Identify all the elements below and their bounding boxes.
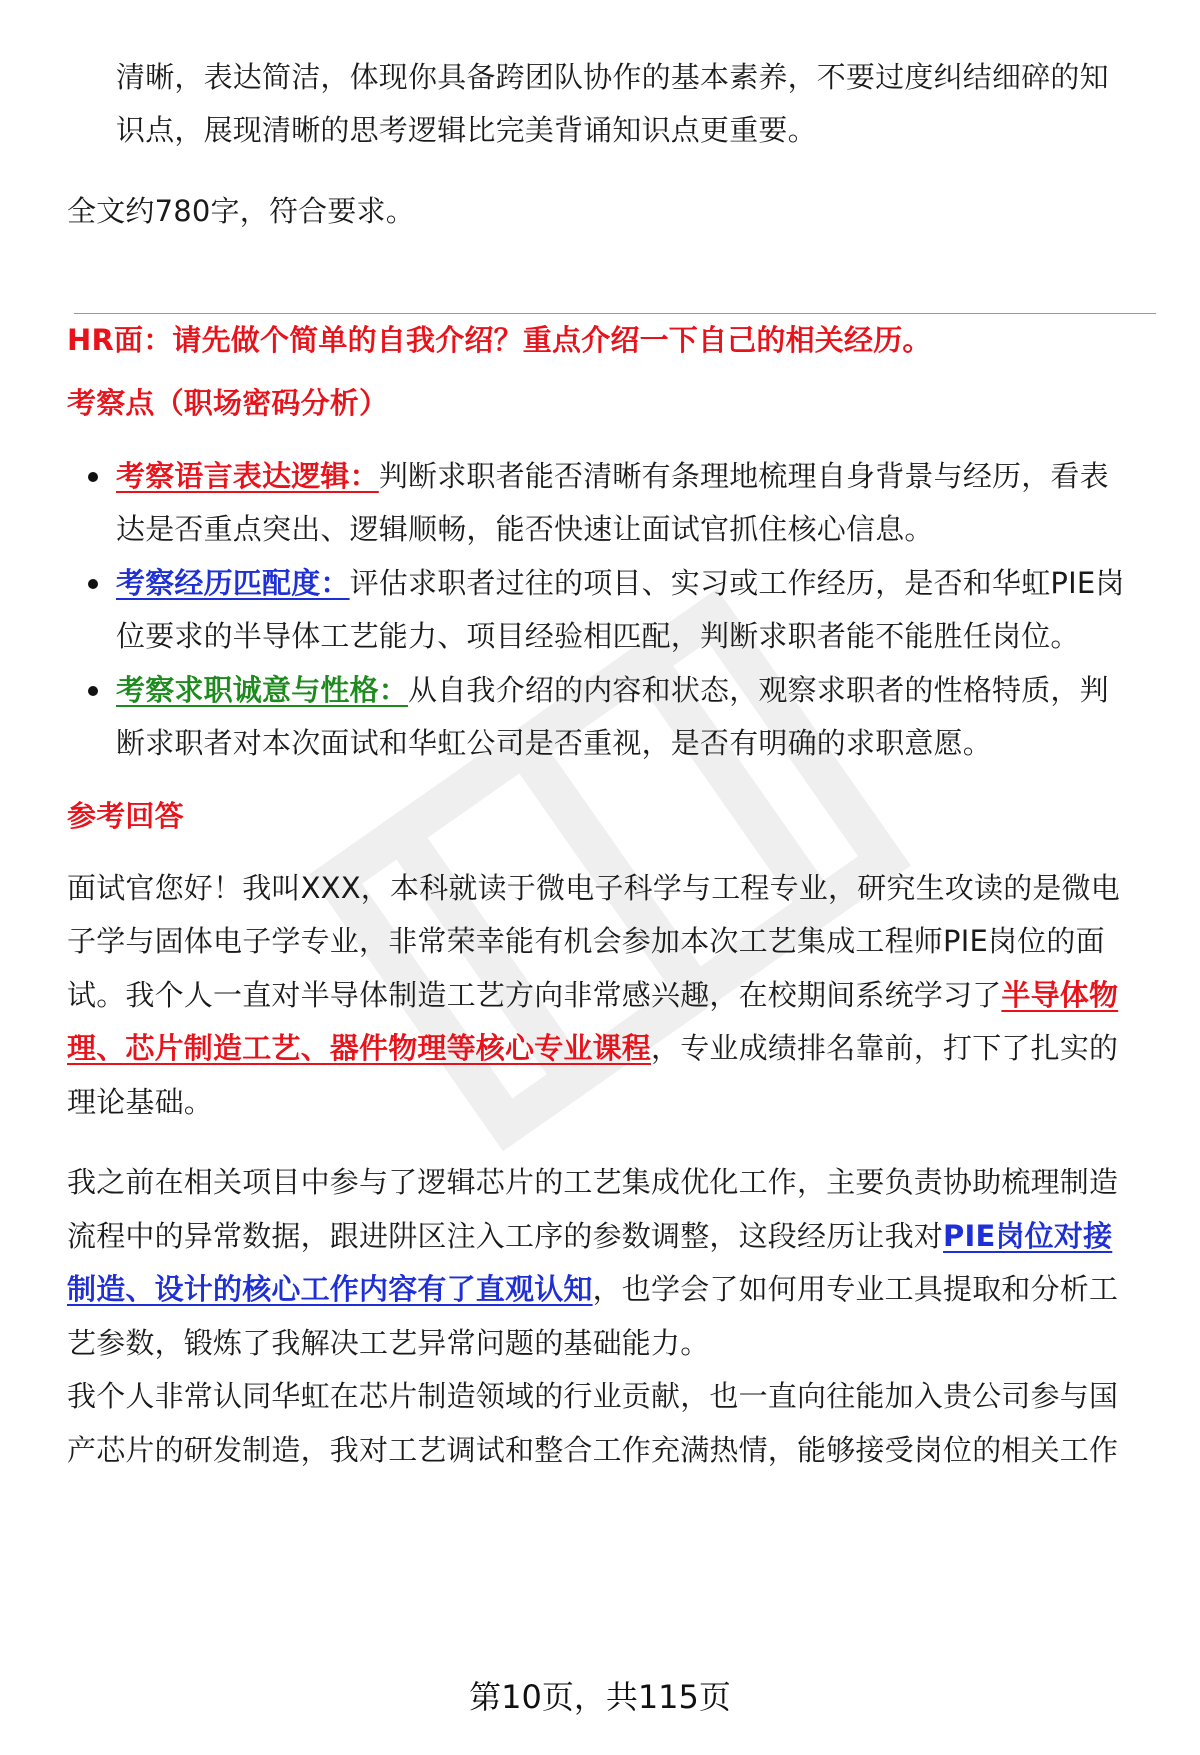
exam-point-1-line-1 [116,456,1109,496]
answer-p2-highlight-end: 制造、设计的核心工作内容有了直观认知 [67,1272,593,1306]
answer-p2-line-3 [67,1269,1118,1309]
exam-point-2-text: 评估求职者过往的项目、实习或工作经历，是否和华虹PIE岗 [349,566,1125,600]
answer-p2-line-3-text: ，也学会了如何用专业工具提取和分析工 [592,1272,1119,1306]
answer-p2-highlight-start: PIE岗位对接 [943,1219,1113,1253]
answer-p1-line-4 [67,1028,1118,1068]
answer-p1-line-3-text: 试。我个人一直对半导体制造工艺方向非常感兴趣，在校期间系统学习了 [67,978,1002,1012]
answer-p3-line-1: 我个人非常认同华虹在芯片制造领域的行业贡献，也一直向往能加入贵公司参与国 [67,1379,1119,1413]
answer-p1-line-2: 子学与固体电子学专业，非常荣幸能有机会参加本次工艺集成工程师PIE岗位的面 [67,924,1105,958]
bullet-dot [88,579,98,589]
answer-p2-line-2 [67,1216,1112,1256]
answer-p1-highlight-start: 半导体物 [1001,978,1119,1012]
intro-line-1: 清晰，表达简洁，体现你具备跨团队协作的基本素养，不要过度纠结细碎的知 [116,60,1109,94]
answer-p2-line-2-text: 流程中的异常数据，跟进阱区注入工序的参数调整，这段经历让我对 [67,1219,944,1253]
exam-point-3-line-1 [116,670,1109,710]
exam-point-3-text: 从自我介绍的内容和状态，观察求职者的性格特质，判 [408,673,1109,707]
exam-point-3-line-2: 断求职者对本次面试和华虹公司是否重视，是否有明确的求职意愿。 [116,726,993,760]
intro-line-2: 识点，展现清晰的思考逻辑比完美背诵知识点更重要。 [116,113,817,147]
section-divider [74,313,1156,314]
question-title: HR面：请先做个简单的自我介绍？重点介绍一下自己的相关经历。 [67,323,932,357]
answer-p1-line-5: 理论基础。 [67,1085,214,1119]
exam-point-3-label: 考察求职诚意与性格： [116,673,409,707]
answer-heading: 参考回答 [67,799,184,833]
answer-p3-line-2: 产芯片的研发制造，我对工艺调试和整合工作充满热情，能够接受岗位的相关工作 [67,1433,1119,1467]
answer-p1-line-1: 面试官您好！我叫XXX，本科就读于微电子科学与工程专业，研究生攻读的是微电 [67,871,1121,905]
exam-point-1-text: 判断求职者能否清晰有条理地梳理自身背景与经历，看表 [378,459,1109,493]
exam-point-1-label: 考察语言表达逻辑： [116,459,379,493]
exam-points-heading: 考察点（职场密码分析） [67,386,389,420]
page-number-footer: 第10页，共115页 [469,1678,731,1716]
answer-p1-highlight-end: 理、芯片制造工艺、器件物理等核心专业课程 [67,1031,652,1065]
bullet-dot [88,686,98,696]
answer-p2-line-4: 艺参数，锻炼了我解决工艺异常问题的基础能力。 [67,1326,710,1360]
answer-p2-line-1: 我之前在相关项目中参与了逻辑芯片的工艺集成优化工作，主要负责协助梳理制造 [67,1165,1119,1199]
answer-p1-line-3 [67,975,1118,1015]
word-count-note: 全文约780字，符合要求。 [67,194,415,228]
answer-p1-line-4-text: ，专业成绩排名靠前，打下了扎实的 [651,1031,1119,1065]
exam-point-1-line-2: 达是否重点突出、逻辑顺畅，能否快速让面试官抓住核心信息。 [116,512,934,546]
exam-point-2-line-1 [116,563,1125,603]
exam-point-2-label: 考察经历匹配度： [116,566,350,600]
bullet-dot [88,472,98,482]
exam-point-2-line-2: 位要求的半导体工艺能力、项目经验相匹配，判断求职者能不能胜任岗位。 [116,619,1080,653]
